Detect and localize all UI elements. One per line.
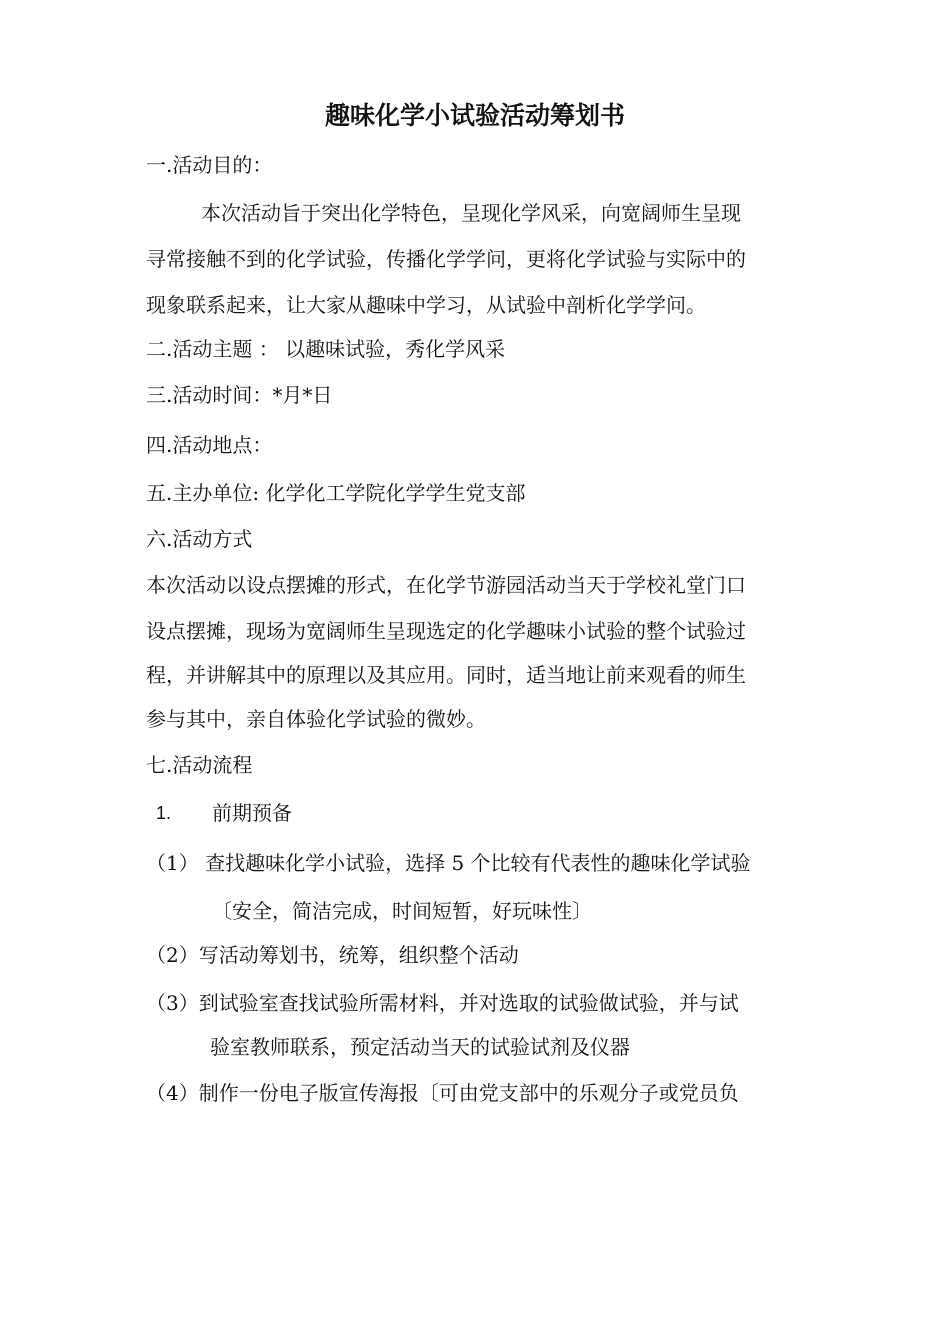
section-7-heading: 七.活动流程 — [146, 753, 253, 777]
sub-item-1-line-1: （1） 查找趣味化学小试验，选择 5 个比较有代表性的趣味化学试验 — [146, 851, 751, 875]
list-item-label: 前期预备 — [212, 801, 292, 825]
section-3-time: 三.活动时间：*月*日 — [146, 383, 333, 407]
sub-item-1-line-2: 〔安全，简洁完成，时间短暂，好玩味性〕 — [212, 899, 592, 923]
document-title: 趣味化学小试验活动筹划书 — [324, 101, 625, 130]
sub-item-2: （2）写活动筹划书，统筹，组织整个活动 — [146, 943, 519, 967]
section-1-paragraph-line-1: 本次活动旨于突出化学特色，呈现化学风采，向宽阔师生呈现 — [201, 201, 741, 225]
sub-item-3-line-2: 验室教师联系，预定活动当天的试验试剂及仪器 — [210, 1035, 630, 1059]
section-1-heading: 一.活动目的： — [146, 153, 273, 177]
list-item-number: 1. — [156, 803, 172, 823]
section-1-paragraph-line-3: 现象联系起来，让大家从趣味中学习，从试验中剖析化学学问。 — [146, 293, 706, 317]
section-6-paragraph-line-4: 参与其中，亲自体验化学试验的微妙。 — [146, 707, 486, 731]
section-6-heading: 六.活动方式 — [146, 527, 253, 551]
section-6-paragraph-line-2: 设点摆摊，现场为宽阔师生呈现选定的化学趣味小试验的整个试验过 — [146, 619, 746, 643]
section-4-location: 四.活动地点： — [146, 433, 273, 457]
sub-item-3-line-1: （3）到试验室查找试验所需材料，并对选取的试验做试验，并与试 — [146, 991, 739, 1015]
section-2-theme: 二.活动主题 ： 以趣味试验，秀化学风采 — [146, 337, 506, 361]
section-5-organizer: 五.主办单位: 化学化工学院化学学生党支部 — [146, 481, 526, 505]
section-6-paragraph-line-3: 程，并讲解其中的原理以及其应用。同时，适当地让前来观看的师生 — [146, 663, 746, 687]
sub-item-4-line-1: （4）制作一份电子版宣传海报〔可由党支部中的乐观分子或党员负 — [146, 1081, 739, 1105]
section-6-paragraph-line-1: 本次活动以设点摆摊的形式，在化学节游园活动当天于学校礼堂门口 — [146, 573, 746, 597]
section-1-paragraph-line-2: 寻常接触不到的化学试验，传播化学学问，更将化学试验与实际中的 — [146, 247, 746, 271]
